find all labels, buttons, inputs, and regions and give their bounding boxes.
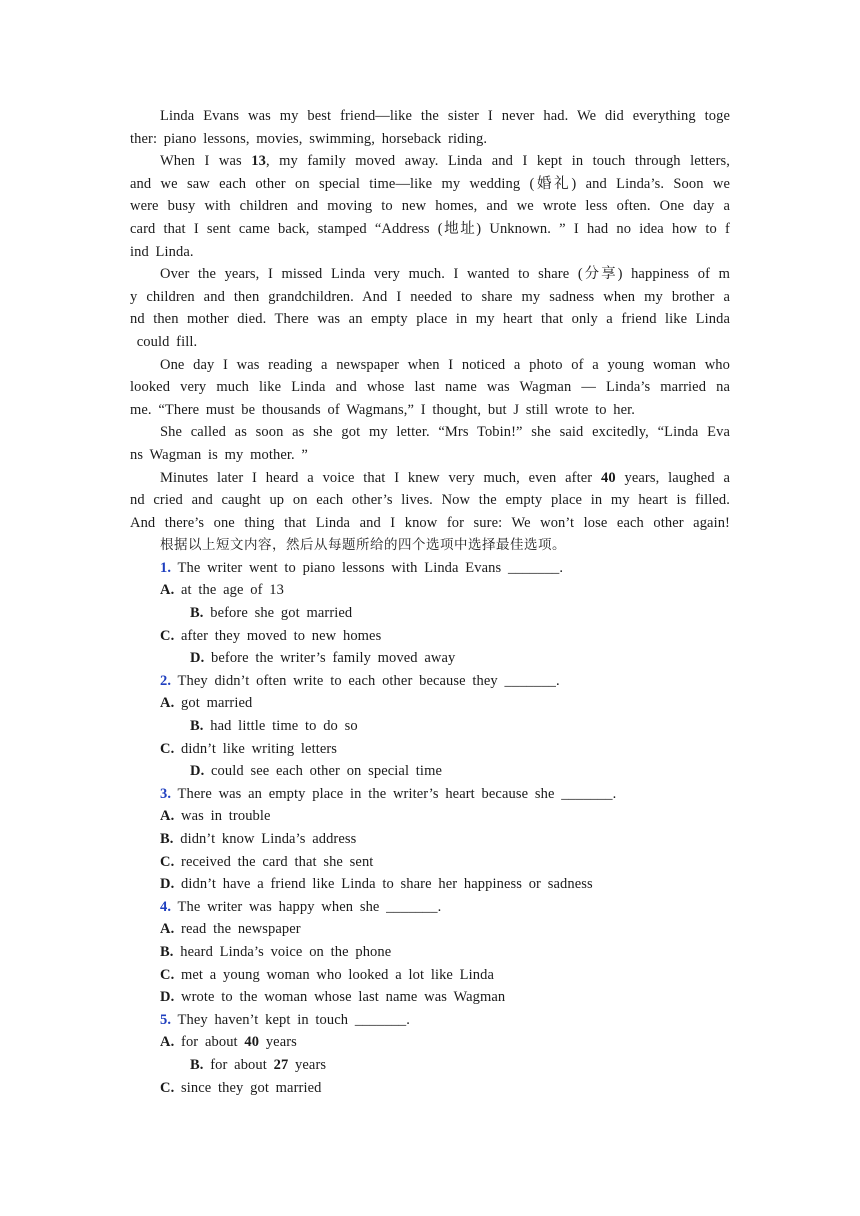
passage-line: y children and then grandchildren. And I needed to share my sadness when my brother a	[130, 288, 730, 305]
passage-line: me. “There must be thousands of Wagmans,” I thought, but J still wrote to her.	[130, 401, 636, 418]
question-number: 4.	[160, 898, 172, 915]
age-number: 13	[251, 153, 266, 170]
passage-line: She called as soon as she got my letter. “Mrs Tobin!” she said excitedly, “Linda Eva	[160, 424, 730, 441]
answer-option[interactable]: B. didn’t know Linda’s address	[160, 831, 357, 847]
instruction-text: 根据以上短文内容，然后从每题所给的四个选项中选择最佳选项。	[160, 537, 566, 554]
question-number: 3.	[160, 785, 172, 802]
answer-option[interactable]: A. got married	[160, 695, 253, 712]
passage-line: could fill.	[130, 333, 198, 350]
passage-line: were busy with children and moving to new homes, and we wrote less often. One day a	[130, 198, 730, 215]
document-page	[130, 105, 730, 1099]
passage-line: nd then mother died. There was an empty place in my heart that only a friend like Linda	[130, 311, 730, 328]
passage-line: nd cried and caught up on each other’s lives. Now the empty place in my heart is filled.	[130, 492, 730, 509]
question-stem: 3. There was an empty place in the writer’s heart because she _______.	[160, 785, 617, 802]
answer-option[interactable]: C. since they got married	[160, 1079, 322, 1096]
years-number: 40	[600, 469, 616, 486]
answer-option[interactable]: A. read the newspaper	[160, 921, 301, 938]
answer-option[interactable]: B. heard Linda’s voice on the phone	[160, 943, 392, 960]
passage-line: Linda Evans was my best friend—like the sister I never had. We did everything toge	[160, 108, 730, 124]
question-stem: 4. The writer was happy when she _______.	[160, 898, 442, 915]
answer-option[interactable]: B. had little time to do so	[190, 718, 358, 735]
answer-option[interactable]: A. was in trouble	[160, 808, 271, 825]
answer-option[interactable]: D. could see each other on special time	[190, 763, 442, 780]
answer-option[interactable]: D. before the writer’s family moved away	[190, 650, 456, 667]
answer-option[interactable]: B. for about 27 years	[190, 1056, 327, 1073]
question-number: 5.	[160, 1011, 172, 1028]
answer-option[interactable]: C. received the card that she sent	[160, 853, 374, 870]
passage-line: One day I was reading a newspaper when I noticed a photo of a young woman who	[160, 356, 730, 373]
passage-line: ind Linda.	[130, 243, 194, 260]
question-stem: 5. They haven’t kept in touch _______.	[160, 1011, 411, 1028]
passage-line: When I was 13, my family moved away. Linda and I kept in touch through letters,	[160, 153, 730, 170]
question-number: 1.	[160, 559, 172, 576]
answer-option[interactable]: D. wrote to the woman whose last name was Wagman	[160, 989, 506, 1006]
answer-option[interactable]: C. met a young woman who looked a lot like Linda	[160, 966, 495, 983]
question-stem: 1. The writer went to piano lessons with Linda Evans _______.	[160, 559, 564, 576]
passage-line: ns Wagman is my mother. ”	[130, 446, 308, 463]
passage-line: Over the years, I missed Linda very much. I wanted to share (分享) happiness of m	[160, 266, 730, 283]
answer-option[interactable]: C. after they moved to new homes	[160, 627, 382, 644]
answer-option[interactable]: A. at the age of 13	[160, 582, 285, 599]
passage-line: card that I sent came back, stamped “Address (地址) Unknown. ” I had no idea how to f	[130, 220, 730, 237]
passage-line: looked very much like Linda and whose last name was Wagman — Linda’s married na	[130, 379, 730, 396]
passage-line: and we saw each other on special time—like my wedding (婚礼) and Linda’s. Soon we	[130, 175, 730, 192]
answer-option[interactable]: A. for about 40 years	[160, 1034, 297, 1051]
answer-option[interactable]: C. didn’t like writing letters	[160, 740, 338, 757]
question-number: 2.	[160, 672, 172, 689]
passage-line: And there’s one thing that Linda and I know for sure: We won’t lose each other again!	[130, 514, 730, 531]
question-stem: 2. They didn’t often write to each other because they _______.	[160, 672, 560, 689]
passage-line: ther: piano lessons, movies, swimming, horseback riding.	[130, 130, 488, 147]
answer-option[interactable]: B. before she got married	[190, 605, 353, 622]
answer-option[interactable]: D. didn’t have a friend like Linda to share her happiness or sadness	[160, 876, 593, 893]
passage-line: Minutes later I heard a voice that I knew very much, even after 40 years, laughed a	[160, 469, 730, 486]
